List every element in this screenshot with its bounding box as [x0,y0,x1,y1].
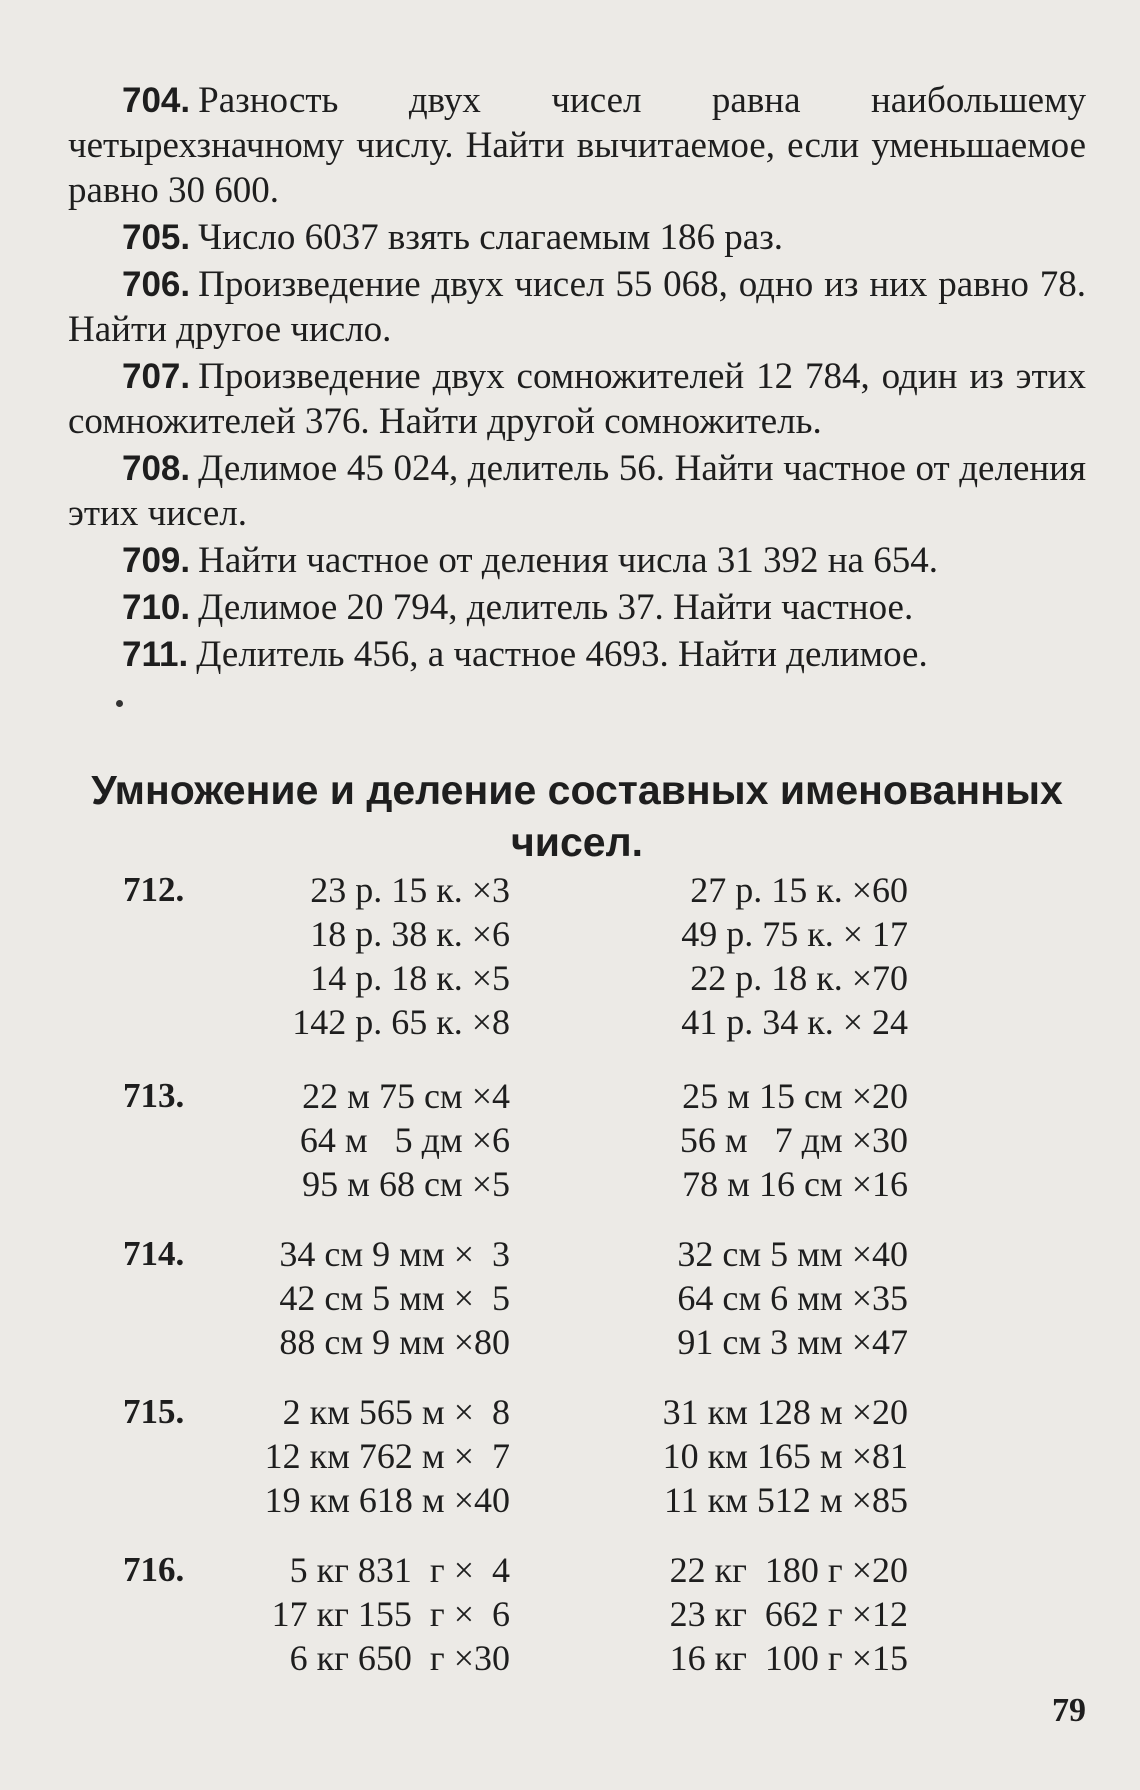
problem-708 [68,446,1086,536]
exercise-right: 22 р. 18 к. ×70 [690,958,908,998]
exercise-row [0,1118,1140,1162]
exercise-row [0,1390,1140,1434]
problem-706 [68,262,1086,352]
problem-709 [68,538,1086,583]
exercise-right: 32 см 5 мм ×40 [677,1234,908,1274]
problem-number: 706. [122,265,191,304]
exercise-left: 17 кг 155 г × 6 [271,1594,510,1634]
problem-text: Разность двух чисел равна наибольшему четырехзначному числу. Найти вычитаемое, если уменьшаемое равно 30 600. [68,80,1086,211]
exercise-right: 31 км 128 м ×20 [662,1392,908,1432]
problem-text: Число 6037 взять слагаемым 186 раз. [198,217,784,258]
exercise-group-716 [0,1548,1140,1680]
exercise-left: 88 см 9 мм ×80 [279,1322,510,1362]
exercise-row [0,1592,1140,1636]
exercise-left: 6 кг 650 г ×30 [289,1638,510,1678]
exercise-row [0,1000,1140,1044]
exercise-row [0,1276,1140,1320]
exercise-right: 78 м 16 см ×16 [682,1164,908,1204]
exercise-left: 34 см 9 мм × 3 [279,1234,510,1274]
exercise-row [0,1478,1140,1522]
exercise-right: 91 см 3 мм ×47 [677,1322,908,1362]
problem-text: Делимое 45 024, делитель 56. Найти частное от деления этих чисел. [68,448,1086,534]
exercise-row [0,1548,1140,1592]
exercise-number: 714. [123,1234,185,1273]
problem-number: 708. [122,449,191,488]
exercise-group-712 [0,868,1140,1044]
exercise-left: 23 р. 15 к. ×3 [310,870,510,910]
exercise-left: 95 м 68 см ×5 [302,1164,510,1204]
exercise-left: 5 кг 831 г × 4 [289,1550,510,1590]
problem-text: Делитель 456, а частное 4693. Найти делимое. [196,634,928,675]
ink-dot [116,700,123,707]
exercise-row [0,1074,1140,1118]
problem-text: Произведение двух сомножителей 12 784, один из этих сомножителей 376. Найти другой сомножитель. [68,356,1086,442]
exercise-number: 715. [123,1392,185,1431]
exercise-right: 25 м 15 см ×20 [682,1076,908,1116]
exercise-left: 42 см 5 мм × 5 [279,1278,510,1318]
exercise-right: 56 м 7 дм ×30 [679,1120,908,1160]
exercise-row [0,1434,1140,1478]
exercise-right: 23 кг 662 г ×12 [669,1594,908,1634]
exercise-row [0,1636,1140,1680]
problem-number: 707. [122,357,191,396]
exercise-group-715 [0,1390,1140,1522]
exercise-number: 712. [123,870,185,909]
problem-number: 705. [122,218,191,257]
exercise-left: 142 р. 65 к. ×8 [292,1002,510,1042]
exercise-left: 18 р. 38 к. ×6 [310,914,510,954]
exercise-row [0,1162,1140,1206]
exercise-row [0,1232,1140,1276]
exercise-right: 16 кг 100 г ×15 [669,1638,908,1678]
exercise-left: 12 км 762 м × 7 [264,1436,510,1476]
exercise-right: 27 р. 15 к. ×60 [690,870,908,910]
exercise-row [0,1320,1140,1364]
exercise-row [0,868,1140,912]
exercise-number: 716. [123,1550,185,1589]
exercise-right: 11 км 512 м ×85 [663,1480,908,1520]
exercise-row [0,956,1140,1000]
exercise-right: 41 р. 34 к. × 24 [681,1002,908,1042]
problem-704 [68,78,1086,213]
exercise-row [0,912,1140,956]
problem-711 [68,632,1086,677]
problem-number: 711. [122,635,189,674]
problem-707 [68,354,1086,444]
problem-number: 709. [122,541,191,580]
exercise-left: 19 км 618 м ×40 [264,1480,510,1520]
problem-number: 710. [122,588,191,627]
section-title: Умножение и деление составных именованных чисел. [91,767,1063,865]
exercise-left: 2 км 565 м × 8 [282,1392,510,1432]
page-number: 79 [1052,1692,1086,1729]
problem-705 [68,215,1086,260]
exercise-left: 64 м 5 дм ×6 [299,1120,510,1160]
exercise-right: 22 кг 180 г ×20 [669,1550,908,1590]
problem-text: Делимое 20 794, делитель 37. Найти частное. [198,587,914,628]
problem-text: Произведение двух чисел 55 068, одно из них равно 78. Найти другое число. [68,264,1086,350]
exercise-right: 49 р. 75 к. × 17 [681,914,908,954]
exercise-right: 64 см 6 мм ×35 [677,1278,908,1318]
exercise-left: 14 р. 18 к. ×5 [310,958,510,998]
exercise-group-713 [0,1074,1140,1206]
problem-text: Найти частное от деления числа 31 392 на 654. [198,540,938,581]
exercise-number: 713. [123,1076,185,1115]
exercise-right: 10 км 165 м ×81 [662,1436,908,1476]
problem-list [68,78,1086,679]
exercise-left: 22 м 75 см ×4 [302,1076,510,1116]
problem-710 [68,585,1086,630]
problem-number: 704. [122,81,191,120]
exercise-group-714 [0,1232,1140,1364]
